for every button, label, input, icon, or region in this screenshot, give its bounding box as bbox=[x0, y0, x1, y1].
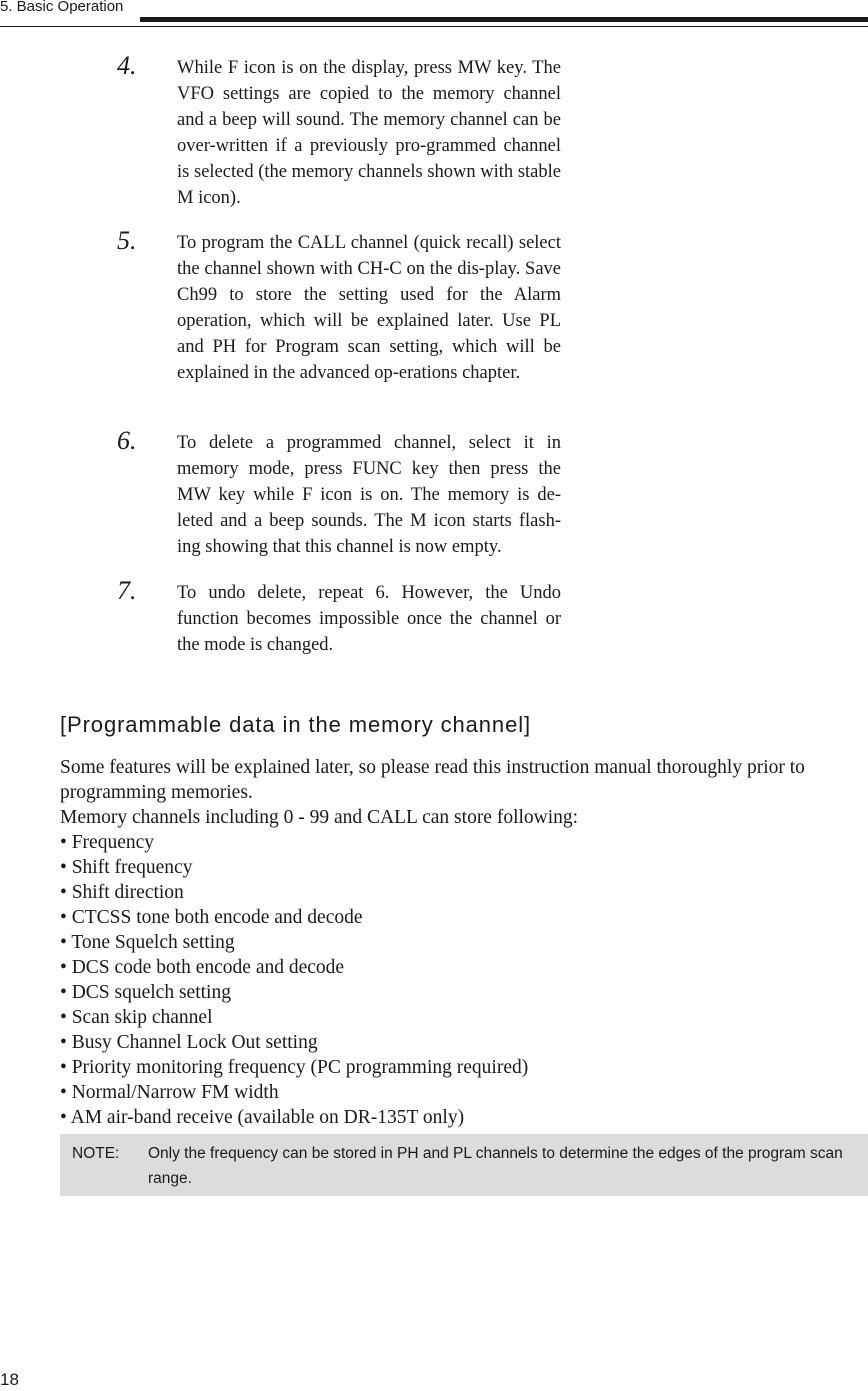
list-item: • AM air-band receive (available on DR-135T only) bbox=[60, 1107, 465, 1128]
note-text: Only the frequency can be stored in PH and PL channels to determine the edges of the program scan range. bbox=[148, 1145, 843, 1187]
intro-line: Memory channels including 0 - 99 and CALL can store following: bbox=[60, 807, 579, 828]
step-text: To undo delete, repeat 6. However, the Undo function becomes impossible once the channel or the mode is changed. bbox=[177, 583, 561, 655]
note-label: NOTE: bbox=[72, 1145, 120, 1162]
step-text: While F icon is on the display, press MW key. The VFO settings are copied to the memory channel and a beep will sound. The memory channel can be over-written if a previously pro-grammed channel is selected (the memory channels shown with stable M icon). bbox=[177, 58, 561, 208]
step-number: 5. bbox=[117, 226, 137, 255]
list-item: • Scan skip channel bbox=[60, 1007, 213, 1028]
section-heading: [Programmable data in the memory channel] bbox=[60, 712, 532, 737]
page-header bbox=[0, 0, 868, 30]
list-item: • Shift frequency bbox=[60, 857, 193, 878]
list-item: • DCS code both encode and decode bbox=[60, 957, 345, 978]
step-number: 7. bbox=[117, 576, 137, 605]
section-intro bbox=[60, 755, 868, 830]
list-item: • Priority monitoring frequency (PC programming required) bbox=[60, 1057, 529, 1078]
step-text: To program the CALL channel (quick recall) select the channel shown with CH-C on the dis-play. Save Ch99 to store the setting used for the Alarm operation, which will be explained later. Use PL and PH for Program scan setting, which will be explained in the advanced op-erations chapter. bbox=[177, 233, 561, 383]
chapter-title: 5. Basic Operation bbox=[0, 0, 124, 15]
list-item: • Shift direction bbox=[60, 882, 184, 903]
list-item: • CTCSS tone both encode and decode bbox=[60, 907, 363, 928]
header-rule-thin bbox=[0, 26, 868, 27]
list-item: • Tone Squelch setting bbox=[60, 932, 235, 953]
step-text: To delete a programmed channel, select it in memory mode, press FUNC key then press the MW key while F icon is on. The memory is de-leted and a beep sounds. The M icon starts flash-ing showing that this channel is now empty. bbox=[177, 433, 561, 557]
list-item: • Normal/Narrow FM width bbox=[60, 1082, 279, 1103]
list-item: • Busy Channel Lock Out setting bbox=[60, 1032, 318, 1053]
header-rule-thick bbox=[140, 17, 868, 22]
page-number: 18 bbox=[0, 1370, 19, 1389]
step-number: 4. bbox=[117, 51, 137, 80]
note-box bbox=[60, 1134, 868, 1196]
intro-line: programming memories. bbox=[60, 782, 253, 803]
feature-list bbox=[60, 830, 528, 1130]
intro-line: Some features will be explained later, so please read this instruction manual thoroughly prior to bbox=[60, 757, 805, 778]
list-item: • Frequency bbox=[60, 832, 155, 853]
list-item: • DCS squelch setting bbox=[60, 982, 231, 1003]
step-number: 6. bbox=[117, 426, 137, 455]
